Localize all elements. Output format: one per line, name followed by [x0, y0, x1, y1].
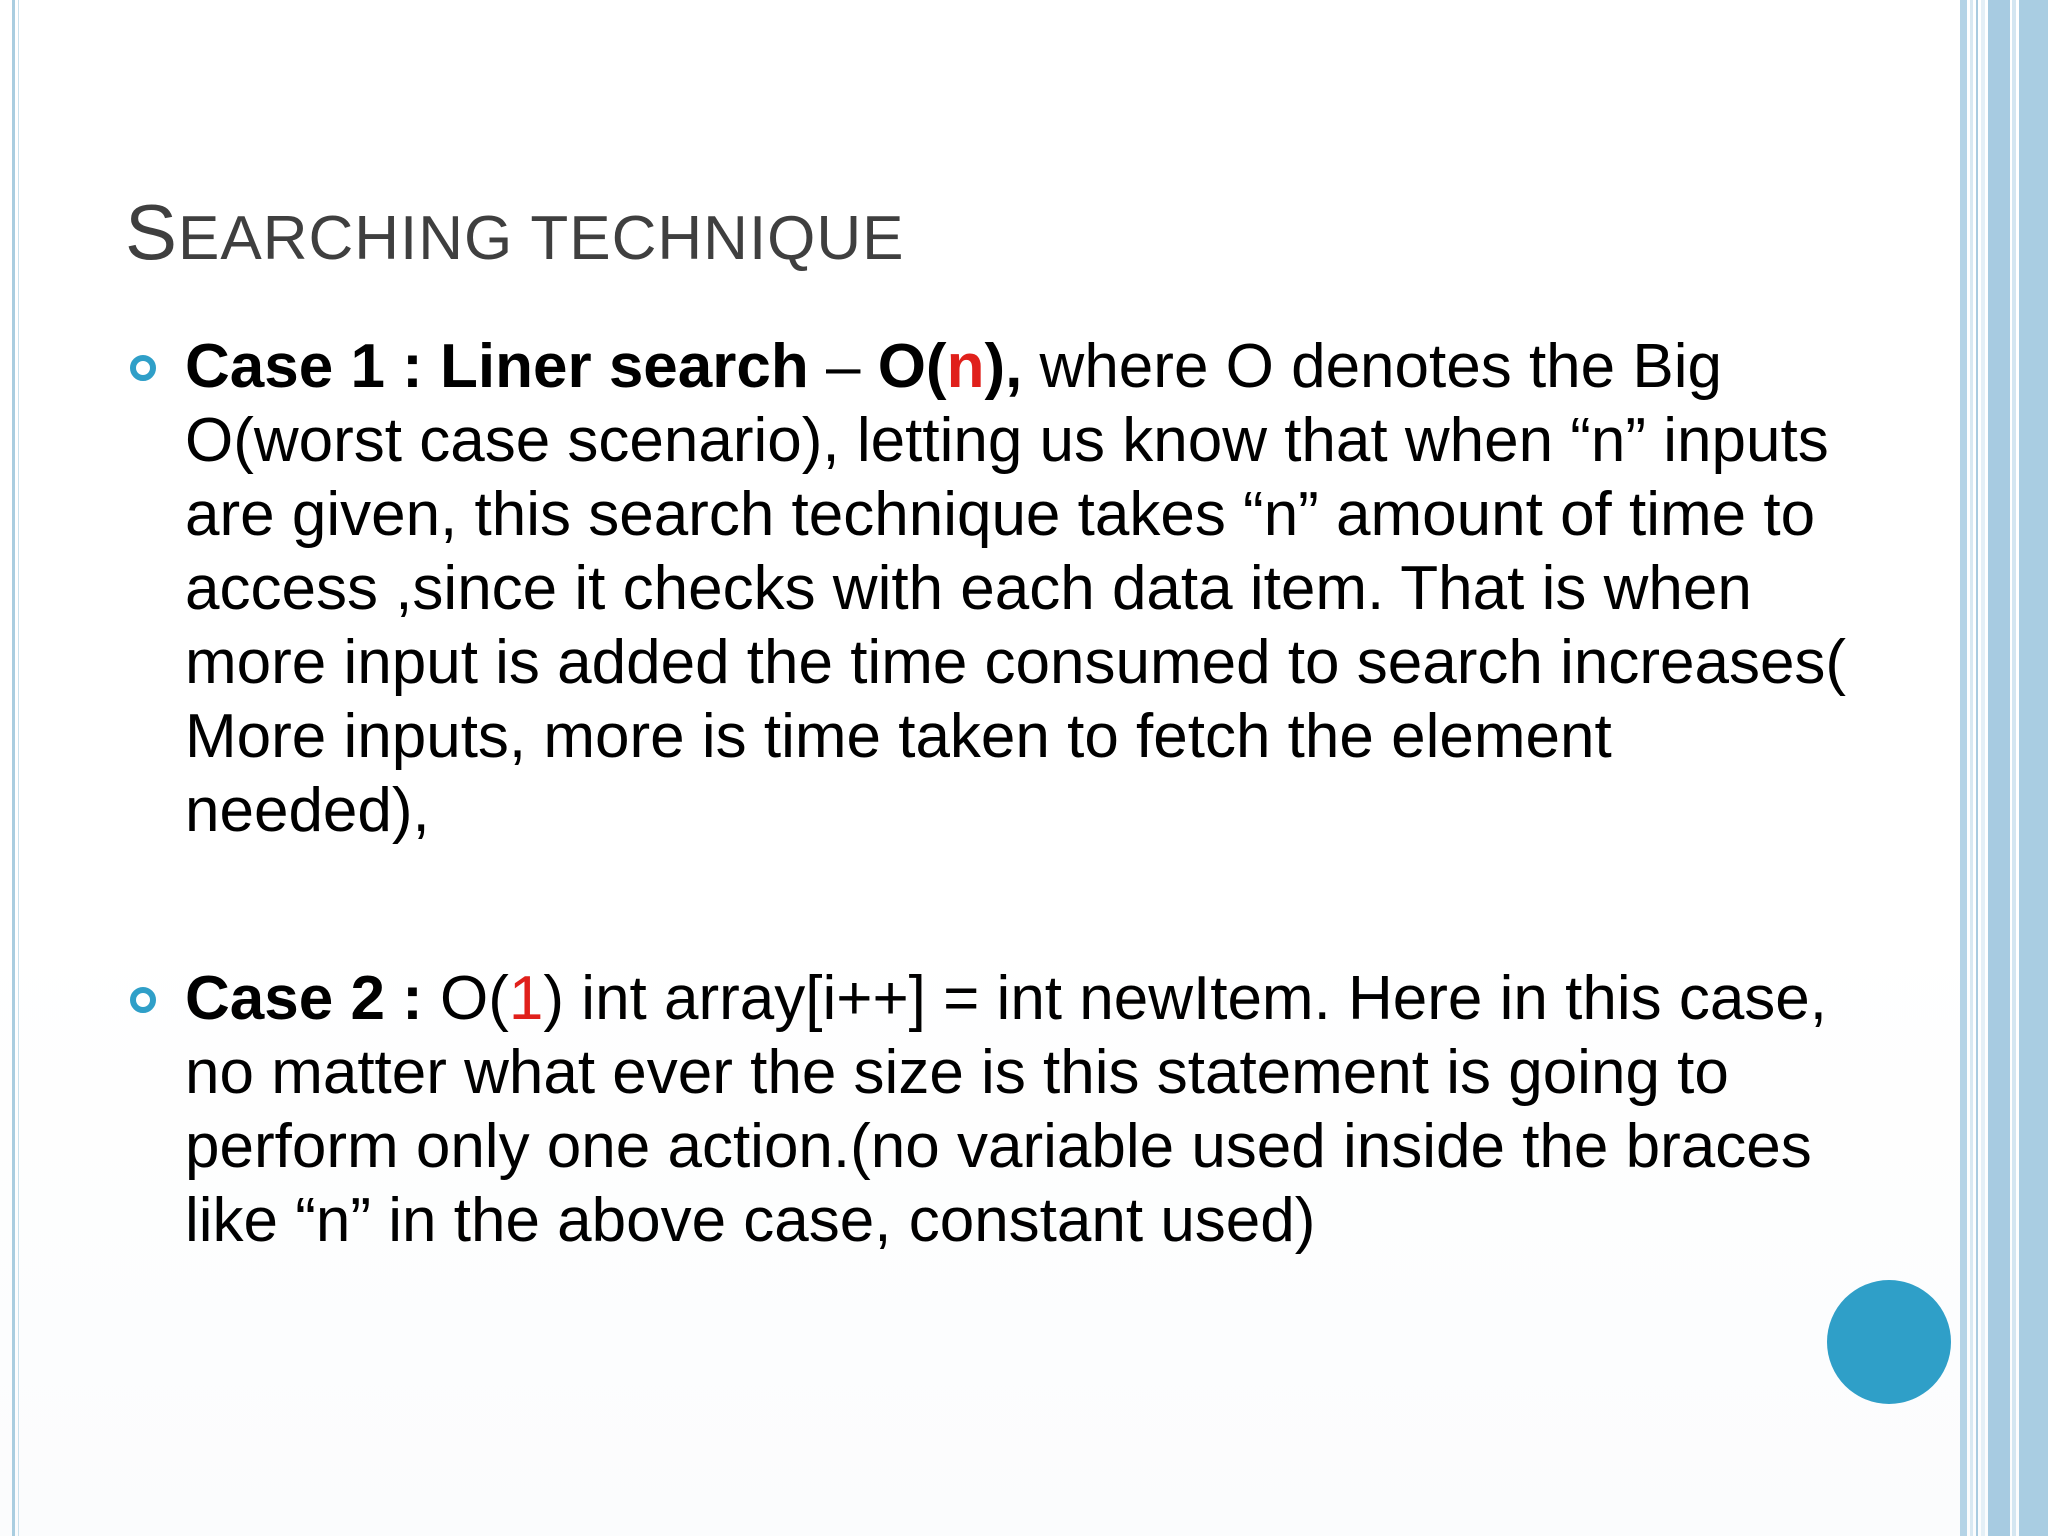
case-1-o-var: n: [946, 332, 985, 401]
case-2-o-open: O(: [422, 964, 509, 1033]
right-stripe: [1970, 0, 1973, 1536]
case-1-label: Case 1 : Liner search: [185, 332, 809, 401]
case-1-o-close: ),: [984, 332, 1023, 401]
ring-bullet-icon: [130, 987, 156, 1013]
right-stripe: [1976, 0, 1978, 1536]
case-2-body: int array[i++] = int newItem. Here in this case, no matter what ever the size is this statement is going to perform only one action.(no variable used inside the braces like “n” in the above case, constant used): [185, 964, 1828, 1255]
slide-title: [125, 188, 905, 283]
case-2-label: Case 2 :: [185, 964, 423, 1033]
decorative-circle: [1827, 1280, 1951, 1404]
title-first-letter: S: [125, 188, 179, 276]
case-2-o-close: ): [543, 964, 565, 1033]
list-item-case-2: [130, 962, 1850, 1258]
left-edge-line-thin: [18, 0, 19, 1536]
right-stripe: [1988, 0, 2010, 1536]
right-stripe: [2012, 0, 2016, 1536]
left-edge-line: [12, 0, 15, 1536]
bullet-list: [130, 330, 1850, 1258]
title-rest: EARCHING TECHNIQUE: [178, 204, 905, 273]
case-1-dash: –: [808, 332, 878, 401]
ring-bullet-icon: [130, 355, 156, 381]
case-2-o-var: 1: [508, 964, 544, 1033]
case-1-o-open: O(: [877, 332, 947, 401]
case-1-body: where O denotes the Big O(worst case scenario), letting us know that when “n” inputs are given, this search technique takes “n” amount of time to access ,since it checks with each data item. That is when more input is added the time consumed to search increases( More inputs, more is time taken to fetch the element needed),: [185, 332, 1847, 845]
list-item-case-1: [130, 330, 1850, 848]
right-stripe: [1981, 0, 1985, 1536]
right-stripe: [2019, 0, 2048, 1536]
right-stripe: [1960, 0, 1967, 1536]
